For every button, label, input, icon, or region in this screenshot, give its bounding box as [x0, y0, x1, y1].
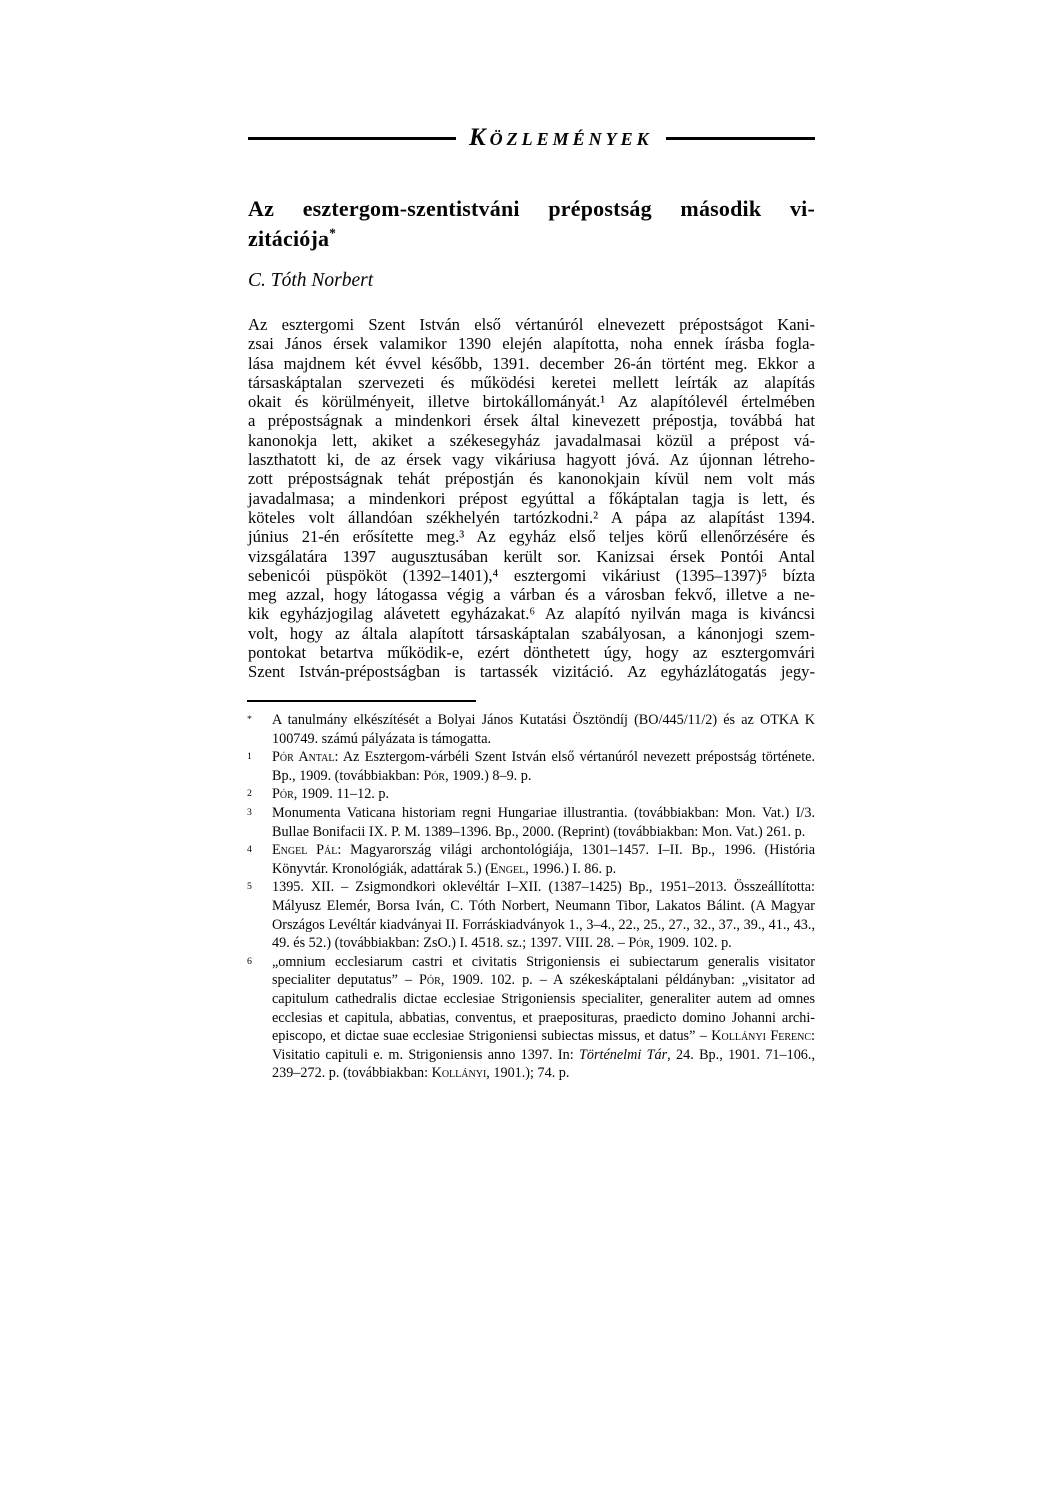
- footnote-text: „omnium ecclesiarum castri et civitatis Strigoniensis ei subiectarum generalis visitator specialiter deputatus” – Pór, 1909. 102. p. – A székeskáptalani példányban: „visitator ad capitulum cathedralis dictae ecclesiae Strigoniensis specialiter, generaliter autem ad omnes ecclesias et capitula, abbatias, conventus, et praeposituras, praedicto domino Johanni archi-episcopo, et dictae suae ecclesiae Strigoniensi subiectas missus, et datus” – Kollányi Ferenc: Visitatio capituli e. m. Strigoniensis anno 1397. In: Történelmi Tár, 24. Bp., 1901. 71–106., 239–272. p. (továbbiakban: Kollányi, 1901.); 74. p.: [272, 953, 815, 1082]
- footnote-marker: 1: [247, 751, 252, 763]
- header-rule-left: [248, 137, 456, 140]
- body-paragraph: [248, 315, 815, 682]
- body-line: társaskáptalan szervezeti és működési keretei mellett leírták az alapítás: [248, 372, 815, 392]
- article-title-line-1: Az esztergom-szentistváni prépostság második vi-: [248, 196, 815, 221]
- article-title-line-2: zitációja*: [248, 225, 337, 251]
- section-header-label: Közlemények: [469, 124, 653, 151]
- body-line: kik egyházjogilag alávetett egyházakat.⁶ Az alapító nyilván maga is kiváncsi: [248, 604, 815, 624]
- body-line: Az esztergomi Szent István első vértanúról elnevezett prépostságot Kani-: [248, 315, 815, 334]
- footnote-marker: 6: [247, 955, 252, 967]
- footnote: [247, 878, 815, 952]
- body-line: sebenicói püspököt (1392–1401),⁴ esztergomi vikáriust (1395–1397)⁵ bízta: [248, 565, 815, 585]
- body-line: lása majdnem két évvel később, 1391. december 26-án történt meg. Ekkor a: [248, 353, 815, 373]
- footnote: [247, 953, 815, 1083]
- footnote-marker: *: [247, 714, 252, 725]
- footnote-text: Pór, 1909. 11–12. p.: [272, 786, 390, 803]
- body-line: zsai János érsek valamikor 1390 elején alapította, noha ennek írásba fogla-: [248, 334, 815, 354]
- article-title: [248, 194, 815, 254]
- footnote-marker: 5: [247, 881, 252, 893]
- footnote-separator-rule: [247, 700, 476, 702]
- footnote-text: Engel Pál: Magyarország világi archontológiája, 1301–1457. I–II. Bp., 1996. (História Könyvtár. Kronológiák, adattárak 5.) (Engel, 1996.) I. 86. p.: [272, 842, 815, 877]
- body-line: okait és körülményeit, illetve birtokállományát.¹ Az alapítólevél értelmében: [248, 392, 815, 412]
- footnote-text: Monumenta Vaticana historiam regni Hungariae illustrantia. (továbbiakban: Mon. Vat.) I/3. Bullae Bonifacii IX. P. M. 1389–1396. Bp., 2000. (Reprint) (továbbiakban: Mon. Vat.) 261. p.: [272, 804, 815, 840]
- footnote: [247, 804, 815, 841]
- body-line: Szent István-prépostságban is tartassék vizitáció. Az egyházlátogatás jegy-: [248, 662, 815, 682]
- body-line: június 21-én erősítette meg.³ Az egyház első teljes körű ellenőrzésére és: [248, 527, 815, 547]
- body-line: laszthatott ki, de az érsek vagy vikáriusa hagyott jóvá. Az újonnan létreho-: [248, 450, 815, 470]
- footnote-text: 1395. XII. – Zsigmondkori oklevéltár I–XII. (1387–1425) Bp., 1951–2013. Összeállította: Mályusz Elemér, Borsa Iván, C. Tóth Norbert, Neumann Tibor, Lakatos Bálint. (A Magyar Országos Levéltár kiadványai II. Forráskiadványok 1., 3–4., 22., 25., 27., 32., 37., 39., 41., 43., 49. és 52.) (továbbiakban: ZsO.) I. 4518. sz.; 1397. VIII. 28. – Pór, 1909. 102. p.: [272, 879, 815, 952]
- footnote: [247, 785, 815, 804]
- footnote-marker: 3: [247, 806, 252, 818]
- footnote: [247, 748, 815, 785]
- footnote: [247, 711, 815, 748]
- footnote-text: Pór Antal: Az Esztergom-várbéli Szent István első vértanúról nevezett prépostság története. Bp., 1909. (továbbiakban: Pór, 1909.) 8–9. p.: [272, 749, 815, 784]
- footnote-marker: 2: [247, 788, 252, 800]
- body-line: kanonokja lett, akiket a székesegyház javadalmasai közül a prépost vá-: [248, 430, 815, 450]
- body-line: volt, hogy az általa alapított társaskáptalan szabályosan, a kánonjogi szem-: [248, 623, 815, 643]
- footnote: [247, 841, 815, 878]
- footnote-marker: 4: [247, 844, 252, 856]
- footnote-text: A tanulmány elkészítését a Bolyai János Kutatási Ösztöndíj (BO/445/11/2) és az OTKA K 100749. számú pályázata is támogatta.: [272, 712, 815, 747]
- body-line: meg azzal, hogy látogassa végig a várban és a városban fekvő, illetve a ne-: [248, 585, 815, 605]
- author-name: C. Tóth Norbert: [248, 270, 374, 291]
- running-head: [248, 124, 815, 152]
- body-line: a prépostságnak a mindenkori érsek által kinevezett prépostja, továbbá hat: [248, 411, 815, 431]
- body-line: javadalmasa; a mindenkori prépost egyúttal a főkáptalan tagja is lett, és: [248, 488, 815, 508]
- body-line: zott prépostságnak tehát prépostján és kanonokjain kívül nem volt más: [248, 469, 815, 489]
- body-line: pontokat betartva működik-e, ezért dönthetett úgy, hogy az esztergomvári: [248, 643, 815, 663]
- footnotes-list: [247, 711, 815, 1083]
- body-line: vizsgálatára 1397 augusztusában került sor. Kanizsai érsek Pontói Antal: [248, 546, 815, 566]
- header-rule-right: [666, 137, 815, 140]
- body-line: köteles volt állandóan székhelyén tartózkodni.² A pápa az alapítást 1394.: [248, 507, 815, 527]
